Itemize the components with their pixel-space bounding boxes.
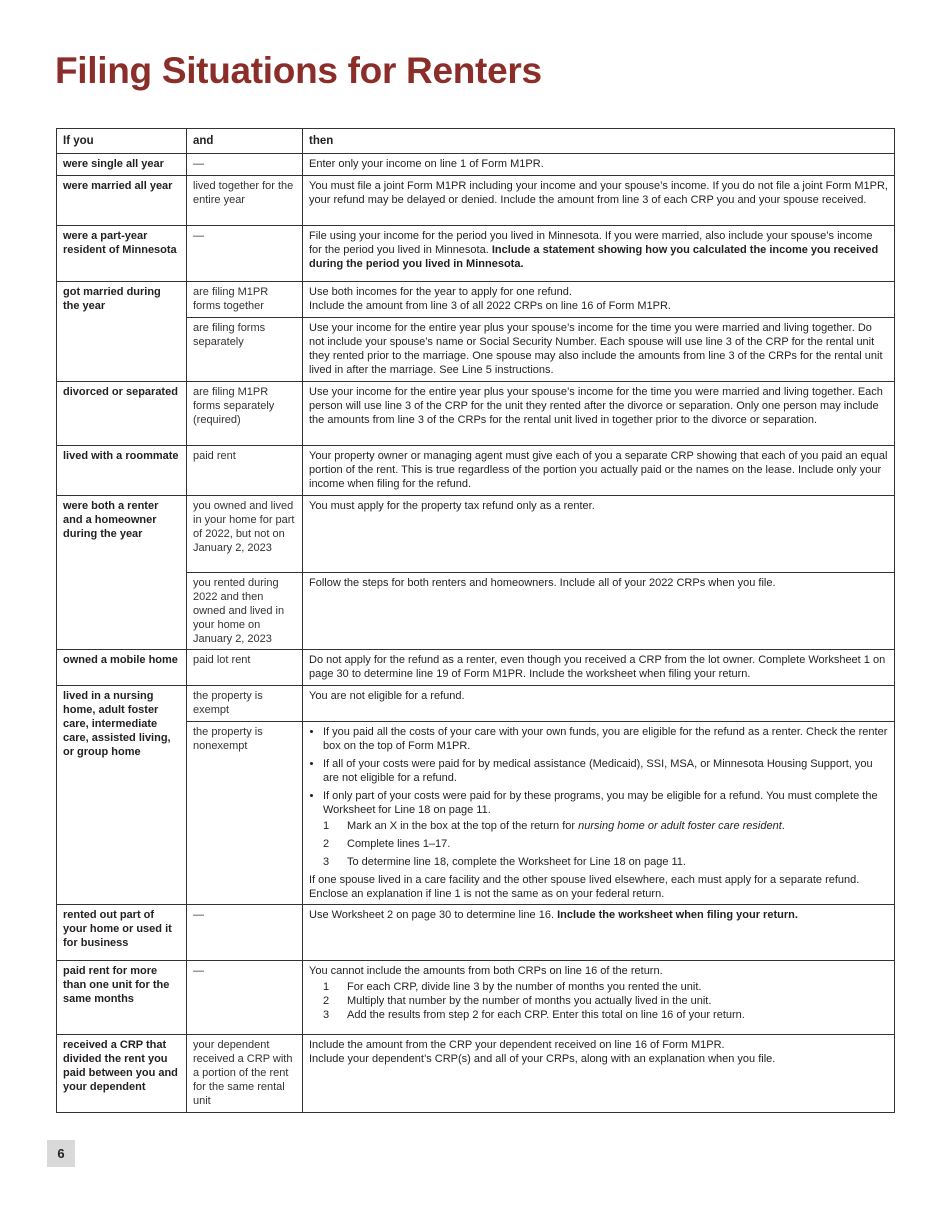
steps-list [323,980,888,1022]
table-header-row [57,129,895,154]
row-then [303,961,895,1035]
steps-list [323,819,888,869]
step-text: Mark an X in the box at the top of the return for [347,820,579,832]
row-then: You are not eligible for a refund. [303,686,895,722]
row-then [303,282,895,318]
row-if-you: were married all year [57,176,187,226]
then-text: File using your income for the period you lived in Minnesota. If you were married, also include your spouse’s income for the period you lived in Minnesota. [309,230,873,256]
then-line: Include your dependent’s CRP(s) and all of your CRPs, along with an explanation when you file. [309,1053,776,1065]
row-then: Do not apply for the refund as a renter, even though you received a CRP from the lot owner. Complete Worksheet 1 on page 30 to determine line 19 of Form M1PR. Include the worksheet when filing your return. [303,650,895,686]
row-if-you: received a CRP that divided the rent you paid between you and your dependent [57,1035,187,1113]
row-if-you: divorced or separated [57,382,187,446]
row-then [303,226,895,282]
bullet-text: If only part of your costs were paid for by these programs, you may be eligible for a refund. You must complete the Worksheet for Line 18 on page 11. [323,790,878,816]
step-item [323,994,888,1008]
step-text: To determine line 18, complete the Worksheet for Line 18 on page 11. [347,856,686,868]
row-and: you owned and lived in your home for part of 2022, but not on January 2, 2023 [187,496,303,573]
page-number: 6 [47,1140,75,1167]
header-and: and [187,129,303,154]
row-if-you: paid rent for more than one unit for the same months [57,961,187,1035]
row-then: You must file a joint Form M1PR including your income and your spouse’s income. If you do not file a joint Form M1PR, your refund may be delayed or denied. Include the amount from line 3 of each CRP you and your spouse received. [303,176,895,226]
step-number: 1 [323,820,330,832]
step-item [323,837,888,851]
row-if-you: owned a mobile home [57,650,187,686]
row-then: Use your income for the entire year plus your spouse’s income for the time you were married and living together. Do not include your spouse’s name or Social Security Number. Each spouse will use line 3 of the CRP for the rental unit they rented prior to the marriage. One spouse may also include the amounts from line 3 of the CRPs for the rental unit lived in after the marriage. See Line 5 instructions. [303,318,895,382]
step-number: 1 [323,981,330,993]
then-bold-text: Include the worksheet when filing your return. [557,909,798,921]
step-end: . [781,820,785,832]
row-and: — [187,226,303,282]
step-item [323,980,888,994]
row-then: Follow the steps for both renters and homeowners. Include all of your 2022 CRPs when you file. [303,573,895,650]
list-item: • If all of your costs were paid for by medical assistance (Medicaid), SSI, MSA, or Minnesota Housing Support, you are not eligible for a refund. [323,757,888,785]
row-if-you: lived with a roommate [57,446,187,496]
table-row [57,226,895,282]
table-row [57,446,895,496]
row-and: lived together for the entire year [187,176,303,226]
row-if-you: were both a renter and a homeowner during the year [57,496,187,650]
row-if-you: were single all year [57,154,187,176]
header-then: then [303,129,895,154]
bullet-list [309,725,888,869]
row-then [303,1035,895,1113]
table-row [57,1035,895,1113]
then-text: Use Worksheet 2 on page 30 to determine line 16. [309,909,555,921]
table-row [57,905,895,961]
filing-situations-table [56,128,895,1113]
table-row [57,154,895,176]
step-number: 3 [323,856,330,868]
step-italic-text: nursing home or adult foster care resident [578,820,782,832]
then-line: Include the amount from line 3 of all 2022 CRPs on line 16 of Form M1PR. [309,300,671,312]
step-item [323,855,888,869]
row-then: Use your income for the entire year plus your spouse’s income for the time you were married and living together. Each person will use line 3 of the CRP for the unit they rented after the divorce or separation. Only one person may include the amounts from line 3 of the CRPs for the rental unit lived in together prior to the divorce or separation. [303,382,895,446]
row-if-you: rented out part of your home or used it for business [57,905,187,961]
row-and: are filing M1PR forms separately (required) [187,382,303,446]
table-row [57,496,895,573]
header-if-you: If you [57,129,187,154]
row-and: — [187,961,303,1035]
row-then [303,905,895,961]
row-and: — [187,905,303,961]
list-item [323,789,888,869]
row-and: the property is nonexempt [187,722,303,905]
table-row [57,650,895,686]
row-and: are filing forms separately [187,318,303,382]
then-line: Use both incomes for the year to apply for one refund. [309,286,572,298]
table-row [57,282,895,318]
list-item: • If you paid all the costs of your care with your own funds, you are eligible for the refund as a renter. Check the renter box on the top of Form M1PR. [323,725,888,753]
row-and: — [187,154,303,176]
table-row [57,961,895,1035]
then-bold-text: Include a statement showing how you calculated the income you received during the period you lived in Minnesota. [309,244,879,270]
step-item [323,819,888,833]
note-text: If one spouse lived in a care facility and the other spouse lived elsewhere, each must apply for a separate refund. Enclose an explanation if line 1 is not the same as on your federal return. [309,874,860,900]
step-item [323,1008,888,1022]
row-and: are filing M1PR forms together [187,282,303,318]
table-row [57,382,895,446]
row-then: Your property owner or managing agent must give each of you a separate CRP showing that each of you paid an equal portion of the rent. This is true regardless of the portion you actually paid or the names on the lease. Include only your income when filing for the refund. [303,446,895,496]
row-and: paid rent [187,446,303,496]
step-text: Complete lines 1–17. [347,838,451,850]
row-if-you: were a part-year resident of Minnesota [57,226,187,282]
then-text: You cannot include the amounts from both CRPs on line 16 of the return. [309,965,663,977]
row-then: You must apply for the property tax refund only as a renter. [303,496,895,573]
row-then: Enter only your income on line 1 of Form M1PR. [303,154,895,176]
step-text: Add the results from step 2 for each CRP. Enter this total on line 16 of your return. [347,1009,745,1021]
row-and: your dependent received a CRP with a portion of the rent for the same rental unit [187,1035,303,1113]
row-if-you: got married during the year [57,282,187,382]
step-number: 3 [323,1009,330,1021]
row-then [303,722,895,905]
table-row [57,176,895,226]
step-text: For each CRP, divide line 3 by the number of months you rented the unit. [347,981,702,993]
table-row [57,686,895,722]
step-text: Multiply that number by the number of months you actually lived in the unit. [347,995,712,1007]
row-and: you rented during 2022 and then owned and lived in your home on January 2, 2023 [187,573,303,650]
step-number: 2 [323,838,330,850]
step-number: 2 [323,995,330,1007]
then-line: Include the amount from the CRP your dependent received on line 16 of Form M1PR. [309,1039,725,1051]
page-title: Filing Situations for Renters [55,50,542,91]
row-and: the property is exempt [187,686,303,722]
row-and: paid lot rent [187,650,303,686]
row-if-you: lived in a nursing home, adult foster care, intermediate care, assisted living, or group home [57,686,187,905]
